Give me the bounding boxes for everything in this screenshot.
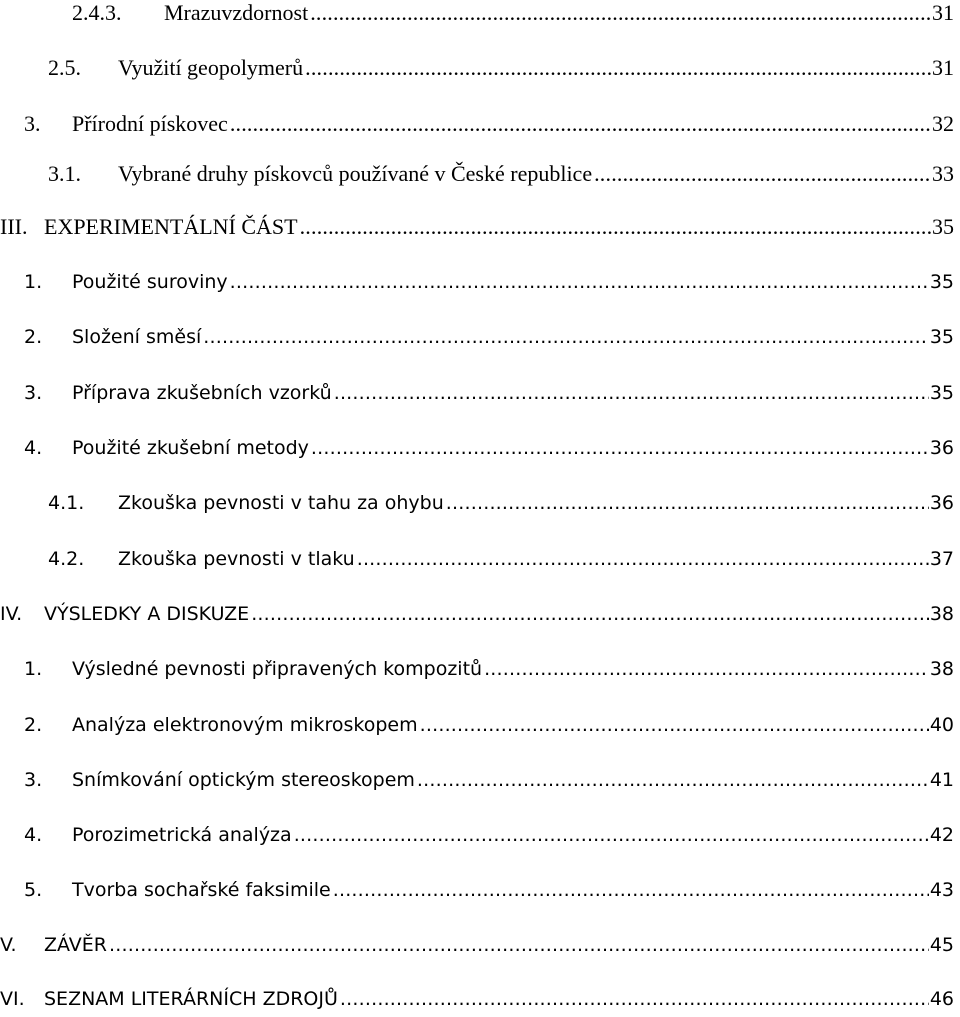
toc-dot-leader	[251, 596, 929, 632]
toc-dot-leader	[333, 872, 929, 908]
toc-entry-title: Přírodní pískovec	[72, 111, 228, 136]
toc-entry[interactable]	[0, 430, 954, 466]
toc-dot-leader	[305, 50, 931, 86]
toc-entry[interactable]	[0, 485, 954, 521]
toc-entry-title: Příprava zkušebních vzorků	[72, 382, 332, 404]
toc-entry-number: 2.	[24, 326, 43, 348]
toc-dot-leader	[340, 981, 929, 1017]
toc-entry[interactable]	[0, 0, 954, 31]
toc-entry-title: Vybrané druhy pískovců používané v České republice	[118, 161, 593, 186]
toc-entry-number: 4.2.	[48, 548, 85, 570]
toc-entry-page: 43	[929, 879, 954, 901]
toc-entry[interactable]	[0, 707, 954, 743]
toc-entry-title: SEZNAM LITERÁRNÍCH ZDROJŮ	[44, 988, 338, 1010]
toc-entry-page: 45	[929, 934, 954, 956]
toc-entry-number: VI.	[0, 988, 25, 1010]
toc-entry-page: 35	[929, 271, 954, 293]
toc-entry-title: Tvorba sochařské faksimile	[72, 879, 331, 901]
toc-entry-number: 1.	[24, 271, 43, 293]
toc-entry-page: 35	[929, 326, 954, 348]
toc-dot-leader	[230, 264, 929, 300]
toc-entry[interactable]	[0, 264, 954, 300]
toc-entry-number: 3.1.	[48, 161, 81, 186]
toc-entry-page: 35	[932, 214, 954, 239]
toc-dot-leader	[446, 485, 929, 521]
toc-entry-page: 33	[932, 161, 954, 186]
toc-entry-page: 32	[932, 111, 954, 136]
toc-entry-number: 2.4.3.	[72, 0, 122, 25]
toc-entry-title: Zkouška pevnosti v tahu za ohybu	[118, 492, 444, 514]
toc-entry-number: III.	[0, 214, 28, 239]
toc-entry[interactable]	[0, 106, 954, 142]
toc-entry-page: 31	[932, 55, 954, 80]
toc-entry-number: IV.	[0, 603, 23, 625]
toc-entry-page: 41	[929, 769, 954, 791]
toc-entry-title: Porozimetrická analýza	[72, 824, 292, 846]
toc-entry-page: 38	[929, 603, 954, 625]
toc-entry-title: Mrazuvzdornost	[164, 0, 309, 25]
toc-entry[interactable]	[0, 319, 954, 355]
toc-entry-number: 4.	[24, 824, 43, 846]
toc-entry-page: 36	[929, 492, 954, 514]
toc-entry-number: 4.	[24, 437, 43, 459]
toc-dot-leader	[310, 0, 931, 31]
toc-entry[interactable]	[0, 817, 954, 853]
toc-entry[interactable]	[0, 762, 954, 798]
toc-entry-number: V.	[0, 934, 17, 956]
toc-entry-title: Zkouška pevnosti v tlaku	[118, 548, 355, 570]
toc-dot-leader	[357, 541, 929, 577]
toc-entry[interactable]	[0, 596, 954, 632]
toc-entry-title: ZÁVĚR	[44, 934, 108, 956]
toc-entry-title: Využití geopolymerů	[118, 55, 304, 80]
toc-dot-leader	[334, 375, 929, 411]
toc-dot-leader	[594, 156, 931, 192]
toc-dot-leader	[230, 106, 931, 142]
toc-entry-title: Výsledné pevnosti připravených kompozitů	[72, 658, 483, 680]
toc-entry-number: 3.	[24, 382, 43, 404]
toc-entry-number: 4.1.	[48, 492, 85, 514]
toc-entry-page: 46	[929, 988, 954, 1010]
toc-entry[interactable]	[0, 209, 954, 245]
toc-entry-page: 35	[929, 382, 954, 404]
toc-entry-title: Složení směsí	[72, 326, 202, 348]
toc-entry[interactable]	[0, 651, 954, 687]
toc-entry[interactable]	[0, 872, 954, 908]
toc-entry-title: Použité zkušební metody	[72, 437, 309, 459]
toc-entry[interactable]	[0, 541, 954, 577]
toc-entry-number: 3.	[24, 111, 41, 136]
toc-dot-leader	[294, 817, 929, 853]
toc-entry[interactable]	[0, 927, 954, 963]
toc-entry-number: 3.	[24, 769, 43, 791]
toc-dot-leader	[300, 209, 931, 245]
toc-entry[interactable]	[0, 375, 954, 411]
toc-entry[interactable]	[0, 156, 954, 192]
toc-entry-title: Snímkování optickým stereoskopem	[72, 769, 415, 791]
toc-entry-page: 38	[929, 658, 954, 680]
toc-entry-title: EXPERIMENTÁLNÍ ČÁST	[44, 214, 298, 239]
toc-dot-leader	[203, 319, 929, 355]
toc-entry-number: 1.	[24, 658, 43, 680]
toc-entry-page: 31	[932, 0, 954, 25]
toc-dot-leader	[484, 651, 929, 687]
toc-dot-leader	[417, 762, 929, 798]
toc-entry-page: 37	[929, 548, 954, 570]
toc-entry-page: 36	[929, 437, 954, 459]
toc-dot-leader	[420, 707, 929, 743]
toc-entry-number: 5.	[24, 879, 43, 901]
toc-dot-leader	[311, 430, 929, 466]
toc-entry-number: 2.	[24, 714, 43, 736]
toc-entry-number: 2.5.	[48, 55, 81, 80]
toc-entry-title: VÝSLEDKY A DISKUZE	[44, 603, 250, 625]
toc-entry[interactable]	[0, 981, 954, 1017]
toc-entry-title: Analýza elektronovým mikroskopem	[72, 714, 418, 736]
toc-entry-title: Použité suroviny	[72, 271, 228, 293]
toc-dot-leader	[109, 927, 929, 963]
toc-entry-page: 40	[929, 714, 954, 736]
toc-entry[interactable]	[0, 50, 954, 86]
toc-entry-page: 42	[929, 824, 954, 846]
